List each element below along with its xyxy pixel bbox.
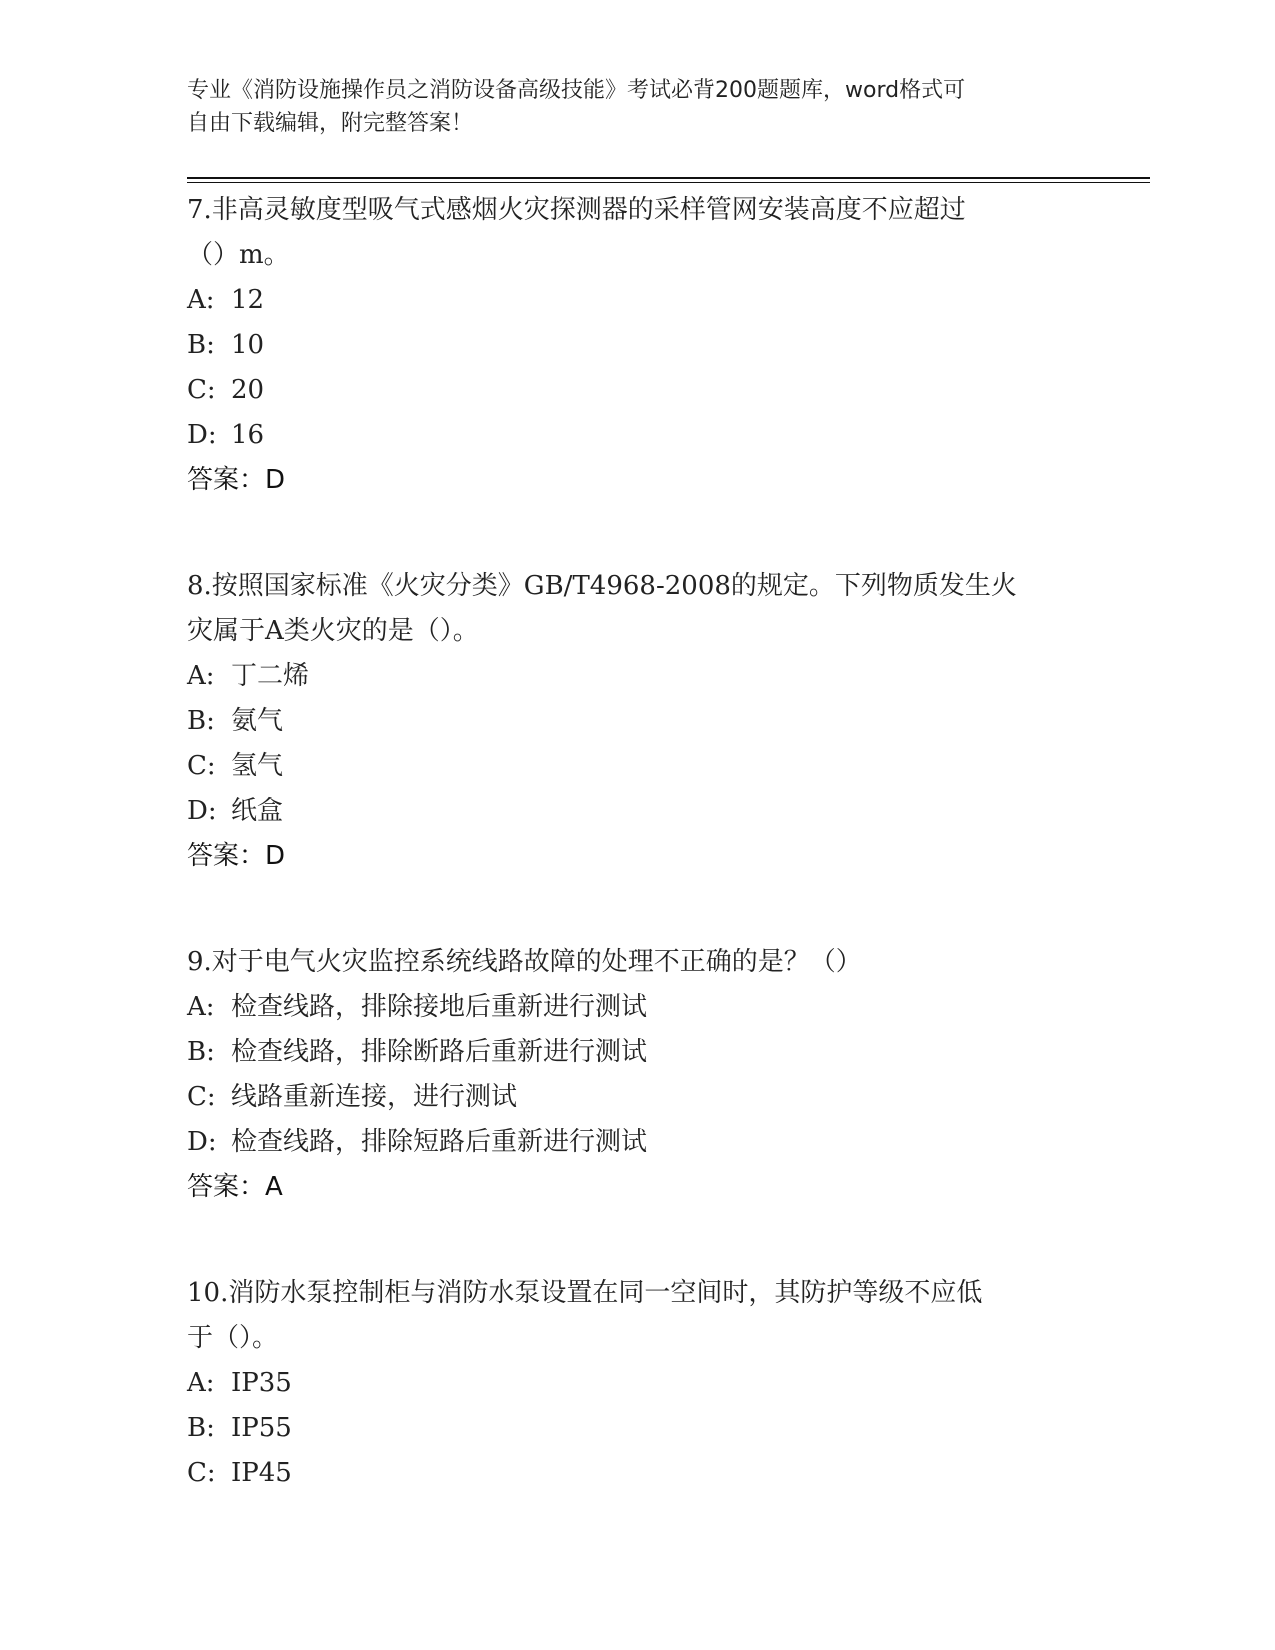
option-item	[187, 278, 1087, 323]
option-letter: B:	[187, 330, 215, 360]
answer-value: D	[265, 841, 286, 871]
question-block	[187, 188, 1087, 502]
option-text: 线路重新连接，进行测试	[231, 1082, 518, 1112]
answer-line	[187, 458, 1087, 502]
option-letter: B:	[187, 706, 215, 736]
option-text: 16	[231, 420, 265, 450]
question-block	[187, 564, 1087, 878]
option-text: 氢气	[231, 751, 284, 781]
option-text: 10	[231, 330, 265, 360]
header-line-2: 自由下载编辑，附完整答案！	[187, 111, 474, 136]
option-letter: B:	[187, 1037, 215, 1067]
option-item	[187, 1451, 1087, 1496]
option-item	[187, 1075, 1087, 1120]
answer-label: 答案：	[187, 841, 266, 871]
option-text: 检查线路，排除接地后重新进行测试	[231, 992, 648, 1022]
question-text: 9.对于电气火灾监控系统线路故障的处理不正确的是？（）	[187, 947, 862, 977]
option-text: IP35	[231, 1368, 292, 1398]
option-item	[187, 789, 1087, 834]
option-text: IP55	[231, 1413, 292, 1443]
option-text: 氨气	[231, 706, 284, 736]
question-list	[187, 188, 1087, 1496]
option-item	[187, 368, 1087, 413]
option-item	[187, 1406, 1087, 1451]
question-text-continued: 于（）。	[187, 1323, 279, 1353]
option-letter: D:	[187, 420, 217, 450]
option-text: 检查线路，排除短路后重新进行测试	[231, 1127, 648, 1157]
option-item	[187, 654, 1087, 699]
option-text: 12	[231, 285, 265, 315]
option-letter: A:	[187, 661, 215, 691]
answer-label: 答案：	[187, 465, 266, 495]
option-letter: C:	[187, 751, 216, 781]
option-letter: B:	[187, 1413, 215, 1443]
answer-value: A	[265, 1172, 283, 1202]
option-item	[187, 1361, 1087, 1406]
question-text: 8.按照国家标准《火灾分类》GB/T4968-2008的规定。下列物质发生火	[187, 571, 1017, 601]
option-text: 丁二烯	[231, 661, 310, 691]
question-text-continued: 灾属于A类火灾的是（）。	[187, 616, 479, 646]
option-item	[187, 744, 1087, 789]
option-letter: A:	[187, 285, 215, 315]
header-divider-thin	[187, 182, 1150, 183]
question-block	[187, 1271, 1087, 1496]
header-divider-thick	[187, 177, 1150, 179]
answer-value: D	[265, 465, 286, 495]
option-item	[187, 323, 1087, 368]
document-header	[187, 74, 1067, 140]
header-line-1: 专业《消防设施操作员之消防设备高级技能》考试必背200题题库，word格式可	[187, 78, 966, 103]
question-text: 7.非高灵敏度型吸气式感烟火灾探测器的采样管网安装高度不应超过	[187, 195, 966, 225]
option-item	[187, 1120, 1087, 1165]
option-text: 20	[231, 375, 265, 405]
answer-label: 答案：	[187, 1172, 266, 1202]
question-text-continued: （）m。	[187, 240, 290, 270]
option-item	[187, 985, 1087, 1030]
option-item	[187, 413, 1087, 458]
option-item	[187, 699, 1087, 744]
option-letter: A:	[187, 1368, 215, 1398]
option-letter: C:	[187, 375, 216, 405]
question-text: 10.消防水泵控制柜与消防水泵设置在同一空间时，其防护等级不应低	[187, 1278, 983, 1308]
option-text: 检查线路，排除断路后重新进行测试	[231, 1037, 648, 1067]
answer-line	[187, 1165, 1087, 1209]
question-block	[187, 940, 1087, 1209]
option-item	[187, 1030, 1087, 1075]
option-letter: D:	[187, 1127, 217, 1157]
option-letter: C:	[187, 1082, 216, 1112]
option-text: IP45	[231, 1458, 292, 1488]
answer-line	[187, 834, 1087, 878]
option-letter: A:	[187, 992, 215, 1022]
option-text: 纸盒	[231, 796, 284, 826]
option-letter: D:	[187, 796, 217, 826]
option-letter: C:	[187, 1458, 216, 1488]
